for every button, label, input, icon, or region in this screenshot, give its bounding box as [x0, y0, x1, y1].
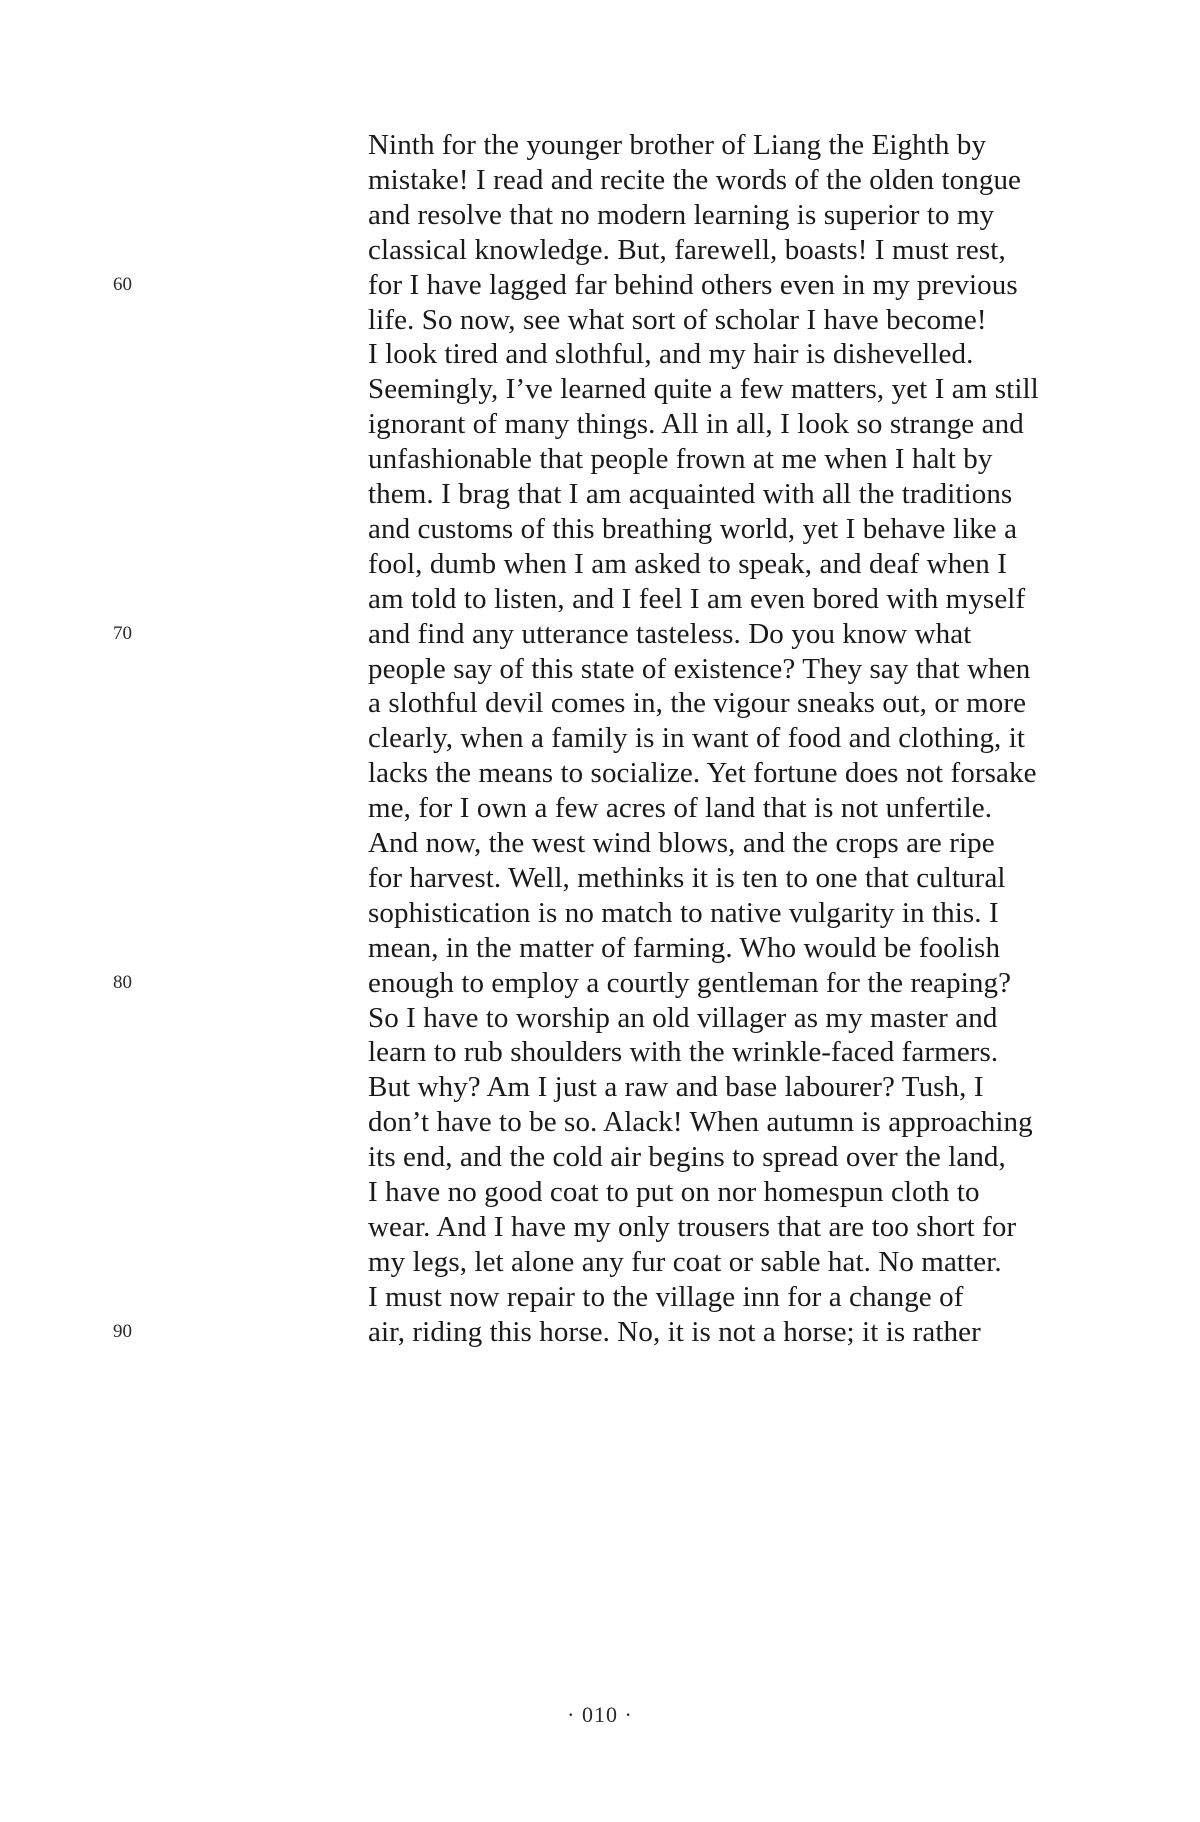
text-line: classical knowledge. But, farewell, boasts! I must rest,	[368, 233, 1006, 266]
text-line: sophistication is no match to native vulgarity in this. I	[368, 896, 999, 929]
text-line: and resolve that no modern learning is superior to my	[368, 198, 995, 231]
text-line: But why? Am I just a raw and base labourer? Tush, I	[368, 1071, 984, 1104]
text-line: learn to rub shoulders with the wrinkle-faced farmers.	[368, 1036, 999, 1069]
text-line: I must now repair to the village inn for a change of	[368, 1280, 964, 1313]
text-line: for harvest. Well, methinks it is ten to one that cultural	[368, 861, 1006, 894]
text-line: its end, and the cold air begins to spread over the land,	[368, 1141, 1006, 1174]
text-line: for I have lagged far behind others even in my previous	[368, 268, 1018, 301]
text-line: my legs, let alone any fur coat or sable hat. No matter.	[368, 1245, 1002, 1278]
text-line: So I have to worship an old villager as my master and	[368, 1001, 998, 1034]
text-line: mistake! I read and recite the words of the olden tongue	[368, 163, 1022, 196]
text-line: wear. And I have my only trousers that are too short for	[368, 1210, 1017, 1243]
line-number: 80	[113, 971, 132, 993]
text-line: lacks the means to socialize. Yet fortune does not forsake	[368, 757, 1037, 790]
text-line: unfashionable that people frown at me when I halt by	[368, 443, 993, 476]
text-line: Ninth for the younger brother of Liang the Eighth by	[368, 129, 987, 161]
text-line: them. I brag that I am acquainted with all the traditions	[368, 478, 1013, 510]
text-line: me, for I own a few acres of land that is not unfertile.	[368, 792, 993, 825]
line-number: 60	[113, 273, 132, 295]
text-line: ignorant of many things. All in all, I look so strange and	[368, 408, 1024, 441]
text-line: am told to listen, and I feel I am even bored with myself	[368, 582, 1026, 615]
page-number: · 010 ·	[567, 1702, 633, 1727]
text-line: and find any utterance tasteless. Do you know what	[368, 617, 972, 650]
text-line: And now, the west wind blows, and the crops are ripe	[368, 827, 995, 859]
text-line: and customs of this breathing world, yet I behave like a	[368, 512, 1018, 545]
text-line: people say of this state of existence? They say that when	[368, 652, 1031, 685]
text-line: I have no good coat to put on nor homespun cloth to	[368, 1176, 980, 1208]
text-line: a slothful devil comes in, the vigour sneaks out, or more	[368, 687, 1027, 720]
text-line: life. So now, see what sort of scholar I have become!	[368, 303, 987, 336]
text-line: clearly, when a family is in want of food and clothing, it	[368, 722, 1026, 755]
text-line: air, riding this horse. No, it is not a horse; it is rather	[368, 1315, 981, 1348]
text-line: fool, dumb when I am asked to speak, and deaf when I	[368, 547, 1007, 580]
text-line: Seemingly, I’ve learned quite a few matters, yet I am still	[368, 373, 1039, 406]
text-line: don’t have to be so. Alack! When autumn is approaching	[368, 1106, 1033, 1139]
text-line: mean, in the matter of farming. Who would be foolish	[368, 931, 1001, 964]
text-line: I look tired and slothful, and my hair is dishevelled.	[368, 338, 974, 371]
line-number: 90	[113, 1320, 132, 1342]
text-line: enough to employ a courtly gentleman for the reaping?	[368, 966, 1012, 999]
line-number: 70	[113, 622, 132, 644]
